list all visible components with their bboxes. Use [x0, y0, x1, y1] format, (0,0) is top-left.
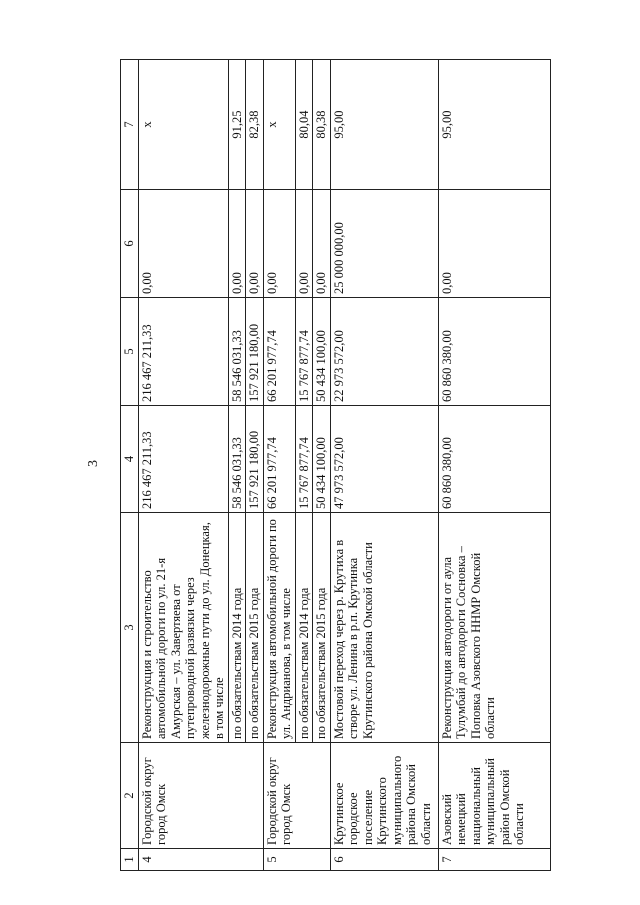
percent-cell: 91,25 [228, 60, 246, 190]
project-cell: Реконструкция автомобильной дороги по ул. Андрианова, в том числе [263, 513, 295, 743]
header-row [121, 60, 139, 871]
percent-cell: 82,38 [246, 60, 264, 190]
percent-cell: 80,38 [313, 60, 331, 190]
row-number: 5 [263, 849, 330, 871]
amount-cell: 58 546 031,33 [228, 406, 246, 513]
project-cell: Мостовой переход через р. Крутиха в створе ул. Ленина в р.п. Крутинка Крутинского района Омской области [330, 513, 438, 743]
project-sub-cell: по обязательствам 2014 года [228, 513, 246, 743]
project-sub-cell: по обязательствам 2014 года [295, 513, 313, 743]
amount-cell: 66 201 977,74 [263, 406, 295, 513]
amount-cell: 66 201 977,74 [263, 298, 295, 406]
amount-cell: 60 860 380,00 [438, 298, 550, 406]
municipality-cell: Азовский немецкий национальный муниципальный район Омской области [438, 743, 550, 849]
project-sub-cell: по обязательствам 2015 года [246, 513, 264, 743]
percent-cell: 95,00 [438, 60, 550, 190]
municipality-cell: Крутинское городское поселение Крутинского муниципального района Омской области [330, 743, 438, 849]
amount-cell: 25 000 000,00 [330, 190, 438, 298]
amount-cell: 15 767 877,74 [295, 298, 313, 406]
amount-cell: 0,00 [438, 190, 550, 298]
col-header: 4 [121, 406, 139, 513]
table-row [138, 60, 228, 871]
amount-cell: 0,00 [228, 190, 246, 298]
percent-cell: x [263, 60, 295, 190]
row-number: 6 [330, 849, 438, 871]
col-header: 1 [121, 849, 139, 871]
amount-cell: 216 467 211,33 [138, 406, 228, 513]
col-header: 5 [121, 298, 139, 406]
percent-cell: 80,04 [295, 60, 313, 190]
amount-cell: 0,00 [138, 190, 228, 298]
amount-cell: 15 767 877,74 [295, 406, 313, 513]
amount-cell: 0,00 [246, 190, 264, 298]
project-sub-cell: по обязательствам 2015 года [313, 513, 331, 743]
col-header: 7 [121, 60, 139, 190]
col-header: 6 [121, 190, 139, 298]
amount-cell: 0,00 [313, 190, 331, 298]
projects-table [120, 59, 551, 871]
municipality-cell: Городской округ город Омск [263, 743, 330, 849]
municipality-cell: Городской округ город Омск [138, 743, 263, 849]
amount-cell: 50 434 100,00 [313, 298, 331, 406]
table-row [263, 60, 295, 871]
table-row [330, 60, 438, 871]
amount-cell: 157 921 180,00 [246, 406, 264, 513]
project-cell: Реконструкция автодороги от аула Тулумбай до автодороги Сосновка – Поповка Азовского ННМР Омской области [438, 513, 550, 743]
percent-cell: 95,00 [330, 60, 438, 190]
col-header: 2 [121, 743, 139, 849]
page-number: 3 [86, 460, 101, 467]
amount-cell: 22 973 572,00 [330, 298, 438, 406]
amount-cell: 58 546 031,33 [228, 298, 246, 406]
row-number: 7 [438, 849, 550, 871]
row-number: 4 [138, 849, 263, 871]
project-cell: Реконструкция и строительство автомобильной дороги по ул. 21-я Амурская – ул. Завертяева от путепроводной развязки через железнодорожные пути до ул. Донецкая, в том числе [138, 513, 228, 743]
table-row [438, 60, 550, 871]
amount-cell: 0,00 [295, 190, 313, 298]
col-header: 3 [121, 513, 139, 743]
amount-cell: 157 921 180,00 [246, 298, 264, 406]
percent-cell: x [138, 60, 228, 190]
amount-cell: 60 860 380,00 [438, 406, 550, 513]
amount-cell: 0,00 [263, 190, 295, 298]
amount-cell: 50 434 100,00 [313, 406, 331, 513]
amount-cell: 47 973 572,00 [330, 406, 438, 513]
amount-cell: 216 467 211,33 [138, 298, 228, 406]
